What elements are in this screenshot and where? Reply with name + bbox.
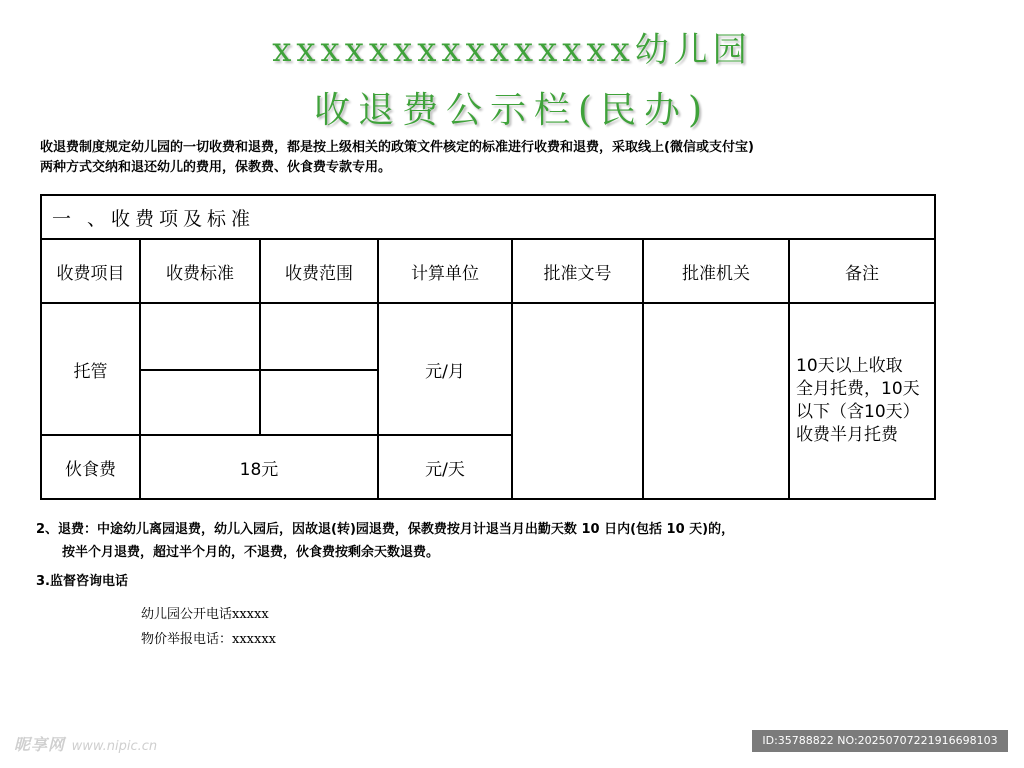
table-cell-item: 托管 bbox=[41, 303, 140, 435]
refund-line: 2、退费：中途幼儿离园退费，幼儿入园后，因故退(转)园退费，保教费按月计退当月出勤天数 10 日内(包括 10 天)的， bbox=[36, 522, 735, 537]
table-cell-item: 伙食费 bbox=[41, 435, 140, 499]
table-cell-unit: 元/月 bbox=[378, 303, 512, 435]
table-cell-range bbox=[260, 303, 378, 370]
column-header: 收费标准 bbox=[140, 239, 260, 303]
fee-standard-table bbox=[40, 194, 936, 500]
table-cell-approval-org bbox=[643, 303, 789, 499]
table-cell-standard: 18元 bbox=[140, 435, 378, 499]
refund-line: 按半个月退费，超过半个月的，不退费，伙食费按剩余天数退费。 bbox=[62, 545, 440, 560]
watermark-logo bbox=[14, 732, 157, 755]
column-header: 批准机关 bbox=[643, 239, 789, 303]
kindergarten-phone: 幼儿园公开电话xxxxx bbox=[141, 607, 269, 622]
watermark-brand: 昵享网 bbox=[14, 735, 66, 754]
table-cell-standard bbox=[140, 303, 260, 370]
table-cell-approval-no bbox=[512, 303, 643, 499]
column-header: 收费项目 bbox=[41, 239, 140, 303]
supervision-title: 3.监督咨询电话 bbox=[36, 574, 128, 589]
table-cell-remark bbox=[789, 303, 935, 499]
price-report-phone: 物价举报电话：xxxxxx bbox=[141, 632, 276, 647]
column-header: 备注 bbox=[789, 239, 935, 303]
intro-line: 收退费制度规定幼儿园的一切收费和退费，都是按上级相关的政策文件核定的标准进行收费和退费，采取线上(微信或支付宝) bbox=[40, 140, 754, 155]
intro-line: 两种方式交纳和退还幼儿的费用，保教费、伙食费专款专用。 bbox=[40, 160, 392, 175]
remark-line: 10天以上收取 bbox=[796, 356, 903, 376]
remark-line: 全月托费，10天 bbox=[796, 379, 920, 399]
column-header: 收费范围 bbox=[260, 239, 378, 303]
section-title: 一 、收费项及标准 bbox=[41, 195, 935, 239]
remark-line: 以下（含10天） bbox=[796, 402, 920, 422]
notice-board-title: 收退费公示栏(民办) bbox=[313, 90, 711, 131]
column-header: 计算单位 bbox=[378, 239, 512, 303]
table-cell-standard bbox=[140, 370, 260, 435]
kindergarten-title: xxxxxxxxxxxxxxx幼儿园 bbox=[272, 30, 752, 70]
watermark-url: www.nipic.cn bbox=[71, 739, 158, 754]
refund-policy bbox=[36, 518, 734, 564]
intro-paragraph bbox=[40, 138, 990, 178]
remark-line: 收费半月托费 bbox=[796, 425, 898, 445]
table-cell-range bbox=[260, 370, 378, 435]
watermark-id-badge: ID:35788822 NO:20250707221916698103 bbox=[752, 730, 1008, 752]
table-cell-unit: 元/天 bbox=[378, 435, 512, 499]
column-header: 批准文号 bbox=[512, 239, 643, 303]
